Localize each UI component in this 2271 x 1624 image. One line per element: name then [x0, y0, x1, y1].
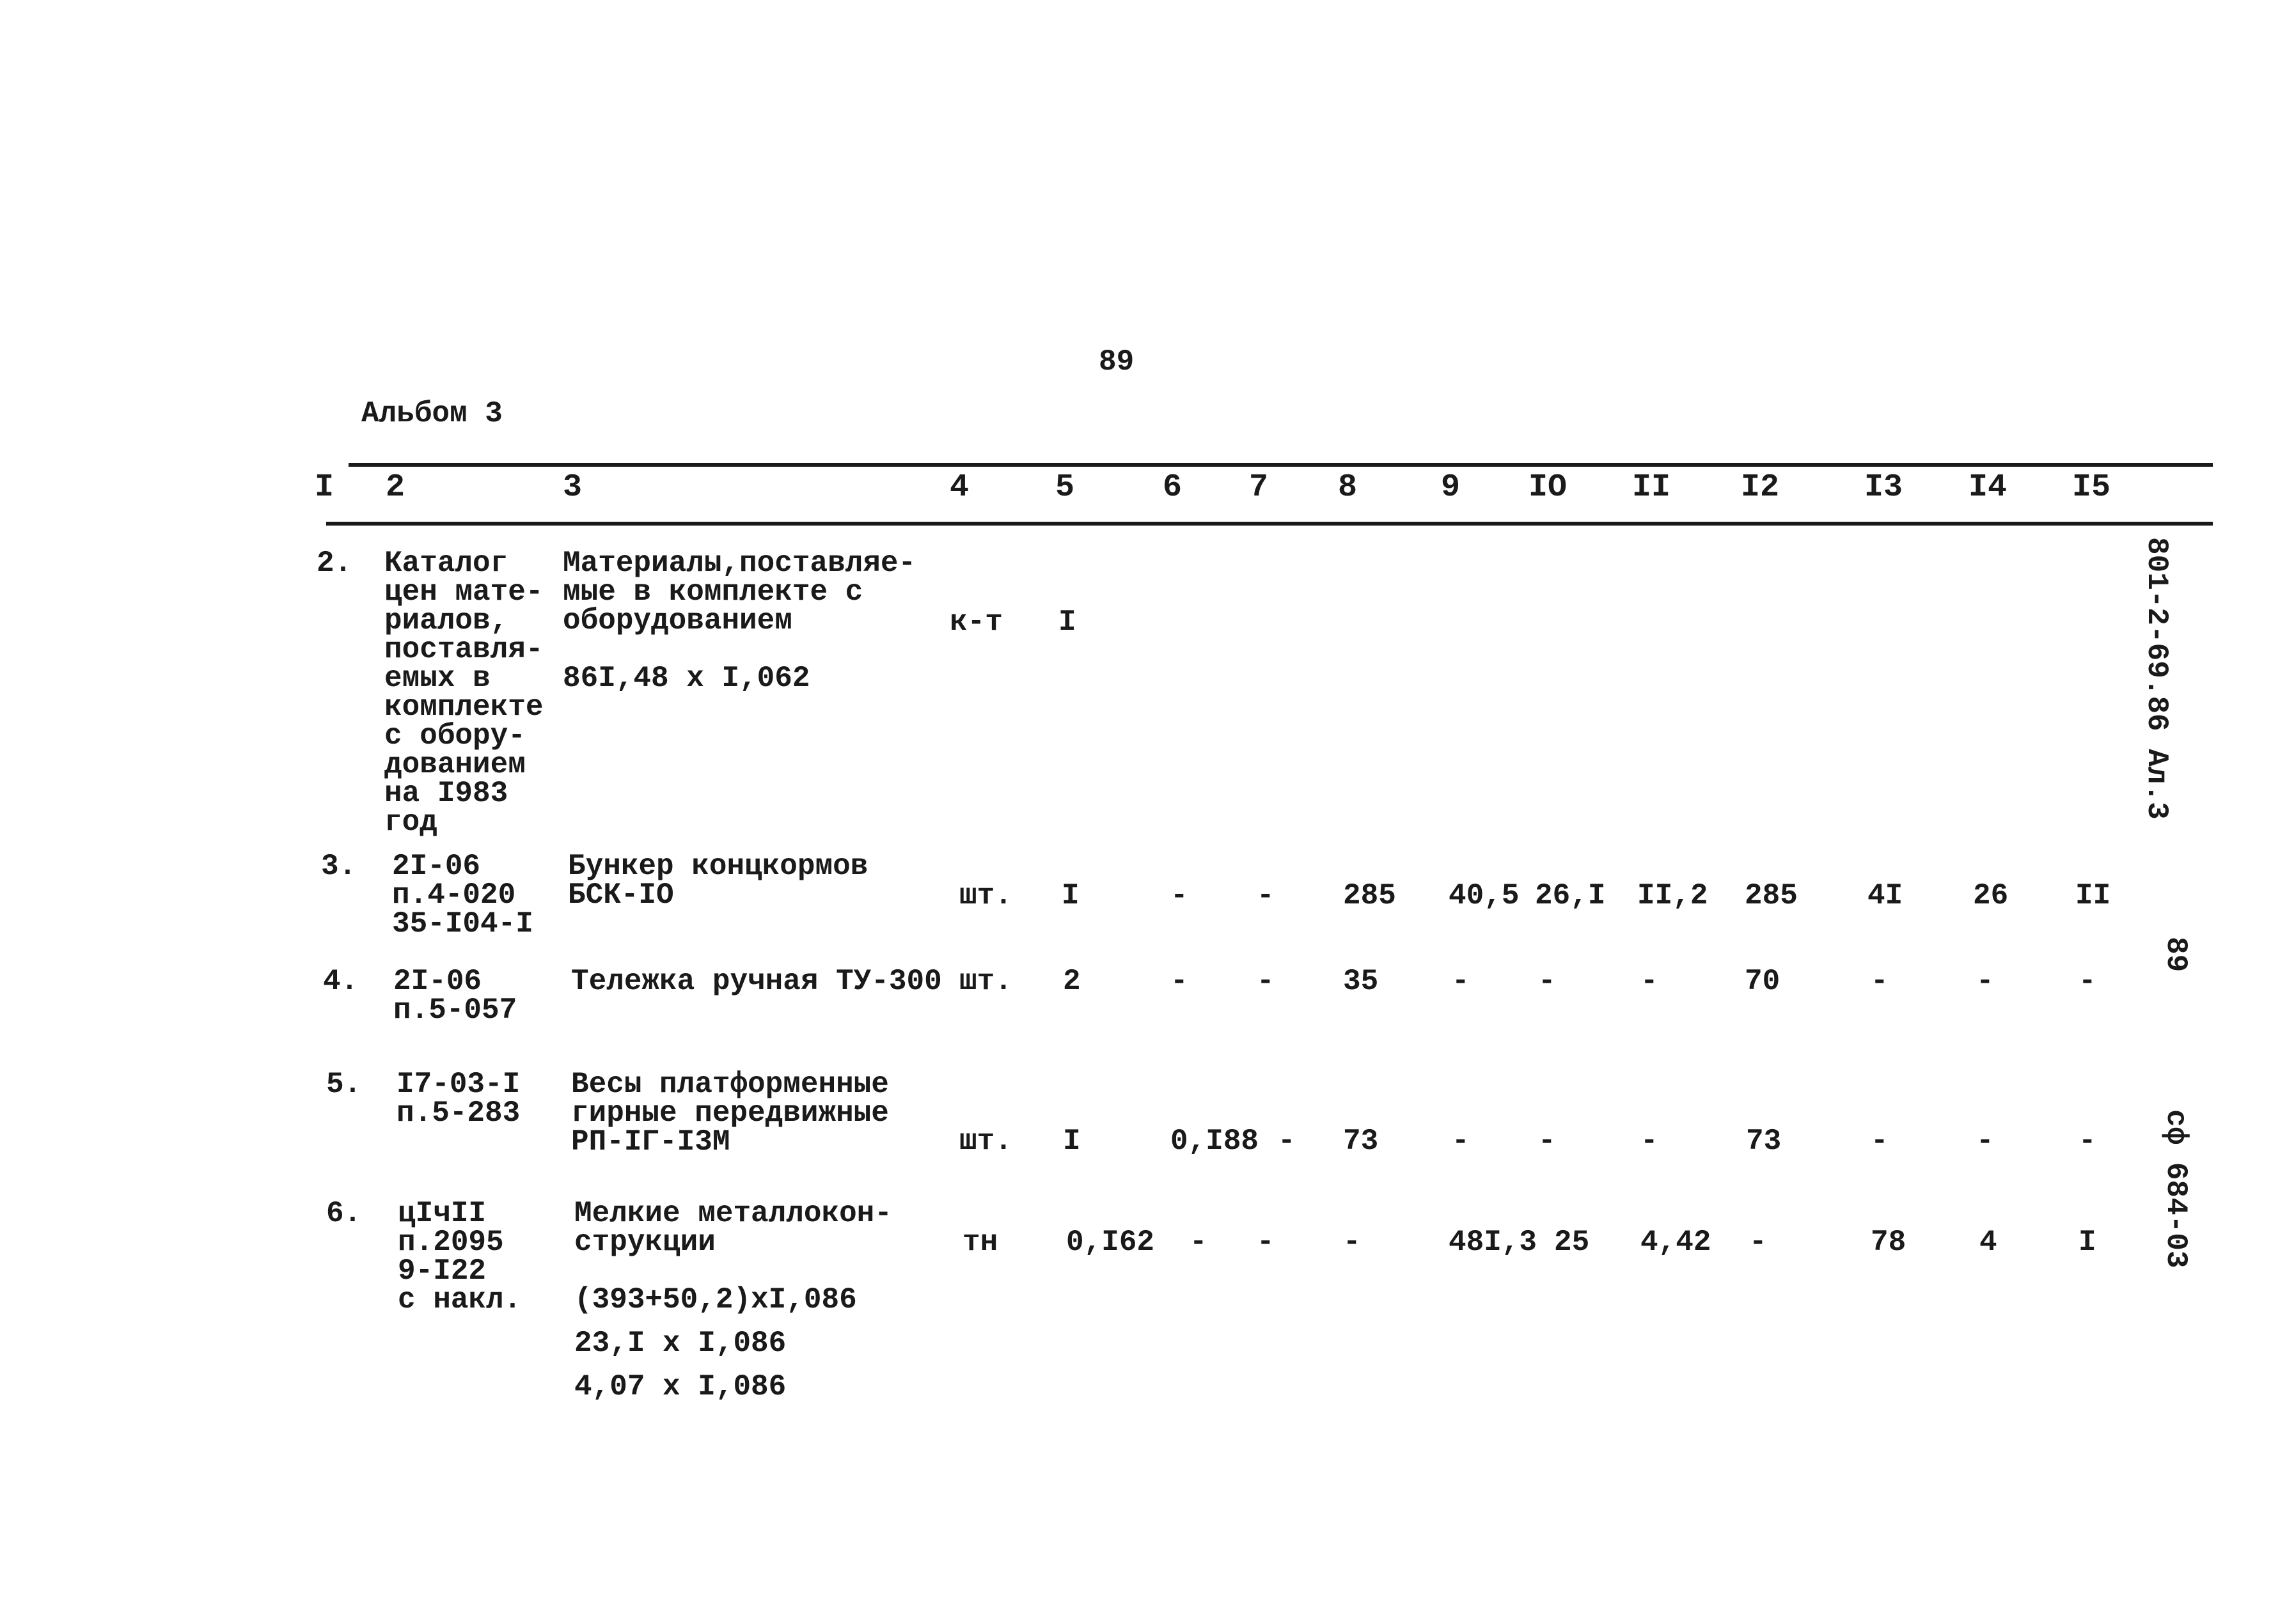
row-reference: год — [384, 806, 437, 839]
row-reference: п.4-020 — [392, 878, 516, 912]
cell-col5: I — [1062, 879, 1080, 912]
cell-col7: - — [1257, 879, 1275, 912]
row-reference: поставля- — [384, 633, 544, 666]
cell-col9: - — [1452, 965, 1470, 998]
row-unit: тн — [963, 1226, 998, 1259]
cell-col11: - — [1640, 1125, 1658, 1158]
row-reference: риалов, — [384, 604, 508, 637]
row-reference: Каталог — [384, 547, 508, 580]
column-header: 8 — [1338, 469, 1358, 506]
cell-col10: 26,I — [1535, 879, 1606, 912]
row-reference: с накл. — [398, 1283, 522, 1316]
header-bottom-rule — [326, 522, 2213, 526]
cell-col13: - — [1871, 965, 1889, 998]
cell-col14: - — [1976, 1125, 1994, 1158]
cell-col14: 4 — [1979, 1226, 1997, 1259]
column-header: I3 — [1864, 469, 1903, 506]
row-reference: на I983 — [384, 777, 508, 810]
column-header: I5 — [2072, 469, 2111, 506]
cell-col12: - — [1749, 1226, 1767, 1259]
cell-col9: 40,5 — [1449, 879, 1520, 912]
row-unit: к-т — [950, 605, 1003, 639]
page-number: 89 — [1099, 345, 1135, 379]
margin-code-middle: 89 — [2159, 937, 2192, 972]
margin-code-top: 801-2-69.86 Ал.3 — [2140, 537, 2173, 820]
column-header: I4 — [1968, 469, 2008, 506]
column-header: I — [315, 469, 334, 506]
row-reference: 2I-06 — [392, 850, 481, 883]
column-header: 7 — [1249, 469, 1269, 506]
row-calculation: 86I,48 х I,062 — [563, 662, 810, 695]
row-number: 3. — [321, 850, 357, 883]
cell-col5: I — [1058, 605, 1076, 639]
cell-col11: 4,42 — [1640, 1226, 1711, 1259]
row-reference: 35-I04-I — [392, 907, 533, 941]
cell-col14: - — [1976, 965, 1994, 998]
column-header: IO — [1528, 469, 1568, 506]
row-description: гирные передвижные — [571, 1097, 889, 1130]
row-reference: дованием — [384, 748, 526, 781]
column-header: II — [1632, 469, 1671, 506]
row-reference: комплекте — [384, 691, 544, 724]
row-reference: цен мате- — [384, 575, 544, 609]
row-reference: 9-I22 — [398, 1254, 487, 1288]
column-header: 2 — [386, 469, 405, 506]
cell-col13: 78 — [1871, 1226, 1906, 1259]
row-number: 2. — [317, 547, 352, 580]
column-header: 6 — [1163, 469, 1183, 506]
cell-col13: 4I — [1867, 879, 1903, 912]
column-header: I2 — [1741, 469, 1780, 506]
cell-col9: - — [1452, 1125, 1470, 1158]
row-number: 4. — [323, 965, 359, 998]
column-header: 3 — [563, 469, 583, 506]
row-description: оборудованием — [563, 604, 792, 637]
row-description: Тележка ручная ТУ-300 — [571, 965, 942, 998]
row-reference: с обору- — [384, 719, 526, 753]
row-reference: цIчII — [398, 1197, 487, 1230]
row-description: РП-IГ-I3М — [571, 1125, 730, 1159]
row-calculation: (393+50,2)хI,086 — [574, 1283, 857, 1316]
cell-col7: - — [1257, 1226, 1275, 1259]
cell-col10: - — [1538, 1125, 1556, 1158]
cell-col5: 0,I62 — [1066, 1226, 1155, 1259]
cell-col15: II — [2075, 879, 2111, 912]
cell-col7: - — [1278, 1125, 1296, 1158]
margin-code-bottom: сф 684-03 — [2159, 1109, 2192, 1269]
cell-col6: 0,I88 — [1170, 1125, 1259, 1158]
cell-col5: 2 — [1063, 965, 1081, 998]
row-reference: п.5-283 — [397, 1097, 521, 1130]
cell-col12: 70 — [1745, 965, 1780, 998]
row-reference: I7-03-I — [397, 1068, 521, 1101]
row-unit: шт. — [959, 1125, 1012, 1158]
row-description: Весы платформенные — [571, 1068, 889, 1101]
row-description: Бункер концкормов — [568, 850, 868, 883]
cell-col10: - — [1538, 965, 1556, 998]
cell-col6: - — [1190, 1226, 1207, 1259]
cell-col14: 26 — [1973, 879, 2009, 912]
row-reference: п.5-057 — [393, 994, 517, 1027]
cell-col8: 73 — [1343, 1125, 1379, 1158]
cell-col15: I — [2078, 1226, 2096, 1259]
row-unit: шт. — [959, 879, 1012, 912]
cell-col13: - — [1871, 1125, 1889, 1158]
cell-col8: 285 — [1343, 879, 1396, 912]
row-description: Мелкие металлокон- — [574, 1197, 892, 1230]
cell-col8: - — [1343, 1226, 1361, 1259]
column-header: 5 — [1055, 469, 1075, 506]
row-unit: шт. — [959, 965, 1012, 998]
cell-col7: - — [1257, 965, 1275, 998]
row-description: мые в комплекте с — [563, 575, 863, 609]
cell-col6: - — [1170, 965, 1188, 998]
row-reference: п.2095 — [398, 1226, 504, 1259]
cell-col15: - — [2078, 1125, 2096, 1158]
column-header: 9 — [1441, 469, 1461, 506]
header-top-rule — [349, 463, 2213, 467]
cell-col8: 35 — [1343, 965, 1379, 998]
row-description: Материалы,поставляе- — [563, 547, 916, 580]
album-label: Альбом 3 — [361, 397, 503, 430]
column-header: 4 — [950, 469, 970, 506]
cell-col11: - — [1640, 965, 1658, 998]
row-calculation: 23,I х I,086 — [574, 1327, 787, 1360]
cell-col11: II,2 — [1637, 879, 1708, 912]
cell-col12: 285 — [1745, 879, 1798, 912]
cell-col15: - — [2078, 965, 2096, 998]
row-description: струкции — [574, 1226, 716, 1259]
row-number: 6. — [326, 1197, 362, 1230]
cell-col9: 48I,3 — [1449, 1226, 1537, 1259]
row-number: 5. — [326, 1068, 362, 1101]
row-description: БСК-IO — [568, 878, 674, 912]
cell-col12: 73 — [1746, 1125, 1782, 1158]
row-reference: 2I-06 — [393, 965, 482, 998]
cell-col10: 25 — [1554, 1226, 1590, 1259]
row-reference: емых в — [384, 662, 491, 695]
cell-col6: - — [1170, 879, 1188, 912]
row-calculation: 4,07 х I,086 — [574, 1370, 787, 1403]
cell-col5: I — [1063, 1125, 1081, 1158]
